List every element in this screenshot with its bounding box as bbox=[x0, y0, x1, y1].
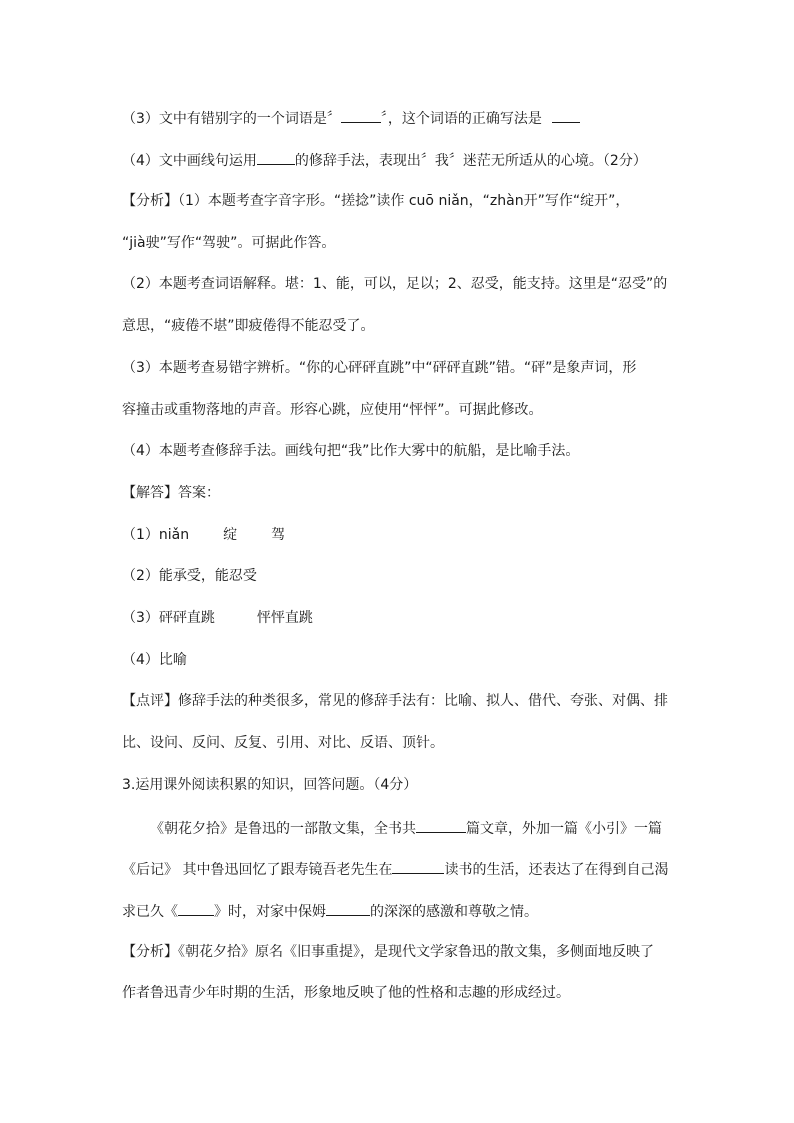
text-segment: （4）本题考查修辞手法。画线句把“我”比作大雾中的航船，是比喻手法。 bbox=[122, 443, 580, 459]
analysis-line-2 bbox=[122, 233, 335, 253]
analysis-line-7 bbox=[122, 441, 579, 461]
analysis-line-6 bbox=[122, 400, 543, 420]
answer-blank bbox=[392, 858, 444, 874]
answer-blank bbox=[178, 900, 214, 916]
text-segment: （2）本题考查词语解释。堪：1、能，可以，足以；2、忍受，能支持。这里是“忍受”的 bbox=[122, 276, 668, 292]
text-segment: “jià驶”写作“驾驶”。可据此作答。 bbox=[122, 235, 336, 251]
text-segment: 【分析】（1）本题考查字音字形。“搓捻”读作 cuō niǎn，“zhàn开”写作“绽开”， bbox=[122, 193, 630, 209]
text-segment: （4）比喻 bbox=[122, 652, 187, 668]
answer-heading bbox=[122, 483, 220, 503]
text-segment: 意思，“疲倦不堪”即疲倦得不能忍受了。 bbox=[122, 318, 375, 334]
text-segment: 篇文章，外加一篇《小引》一篇 bbox=[466, 821, 662, 837]
text-segment: （2）能承受，能忍受 bbox=[122, 568, 257, 584]
answer-line-4 bbox=[122, 650, 187, 670]
text-segment: 求已久《 bbox=[122, 904, 178, 920]
text-segment: （1）niǎn bbox=[122, 527, 190, 543]
answer-blank bbox=[552, 107, 580, 123]
answer-blank bbox=[341, 107, 381, 123]
answer-blank bbox=[416, 817, 466, 833]
analysis-line-3 bbox=[122, 274, 667, 294]
text-segment: 》时，对家中保姆 bbox=[214, 904, 326, 920]
answer-line-3 bbox=[122, 608, 313, 628]
text-segment: （3）文中有错别字的一个词语是〞 bbox=[122, 111, 341, 127]
comment-line-1 bbox=[122, 691, 668, 711]
text-segment: 【解答】答案： bbox=[122, 485, 220, 501]
text-segment: 怦怦直跳 bbox=[256, 610, 313, 626]
analysis-line-9 bbox=[122, 983, 570, 1003]
text-segment: （3）本题考查易错字辨析。“你的心砰砰直跳”中“砰砰直跳”错。“砰”是象声词，形 bbox=[122, 360, 637, 376]
question-4-line bbox=[122, 149, 647, 171]
question-heading bbox=[122, 775, 417, 795]
text-segment: 《朝花夕拾》是鲁迅的一部散文集，全书共 bbox=[150, 821, 416, 837]
analysis-line-4 bbox=[122, 316, 375, 336]
text-segment: 《后记》 其中鲁迅回忆了跟寿镜吾老先生在 bbox=[122, 862, 393, 878]
text-segment: 驾 bbox=[271, 527, 286, 543]
answer-line-2 bbox=[122, 566, 257, 586]
answer-line-1 bbox=[122, 525, 285, 545]
analysis-line-5 bbox=[122, 358, 636, 378]
text-segment: 的深深的感激和尊敬之情。 bbox=[370, 904, 538, 920]
text-segment: 绽 bbox=[223, 527, 238, 543]
analysis-line-8 bbox=[122, 942, 654, 962]
text-segment: 【点评】修辞手法的种类很多，常见的修辞手法有：比喻、拟人、借代、夸张、对偶、排 bbox=[122, 693, 668, 709]
text-segment: 比、设问、反问、反复、引用、对比、反语、顶针。 bbox=[122, 735, 444, 751]
text-segment: 容撞击或重物落地的声音。形容心跳，应使用“怦怦”。可据此修改。 bbox=[122, 402, 543, 418]
text-segment: （3）砰砰直跳 bbox=[122, 610, 215, 626]
question-text-line-1 bbox=[150, 817, 662, 839]
text-segment: 〞，这个词语的正确写法是 bbox=[380, 111, 547, 127]
comment-line-2 bbox=[122, 733, 444, 753]
text-segment: （4）文中画线句运用 bbox=[122, 153, 257, 169]
question-3-line bbox=[122, 107, 580, 129]
answer-blank bbox=[257, 149, 295, 165]
analysis-line-1 bbox=[122, 191, 629, 211]
text-segment: 3.运用课外阅读积累的知识，回答问题。（4分） bbox=[122, 777, 418, 793]
answer-blank bbox=[326, 900, 370, 916]
text-segment: 【分析】《朝花夕拾》原名《旧事重提》，是现代文学家鲁迅的散文集，多侧面地反映了 bbox=[122, 944, 654, 960]
question-text-line-3 bbox=[122, 900, 538, 922]
text-segment: 读书的生活，还表达了在得到自己渴 bbox=[444, 862, 669, 878]
text-segment: 作者鲁迅青少年时期的生活，形象地反映了他的性格和志趣的形成经过。 bbox=[122, 985, 570, 1001]
question-text-line-2 bbox=[122, 858, 668, 880]
text-segment: 的修辞手法，表现出〞我〞迷茫无所适从的心境。（2分） bbox=[294, 153, 647, 169]
